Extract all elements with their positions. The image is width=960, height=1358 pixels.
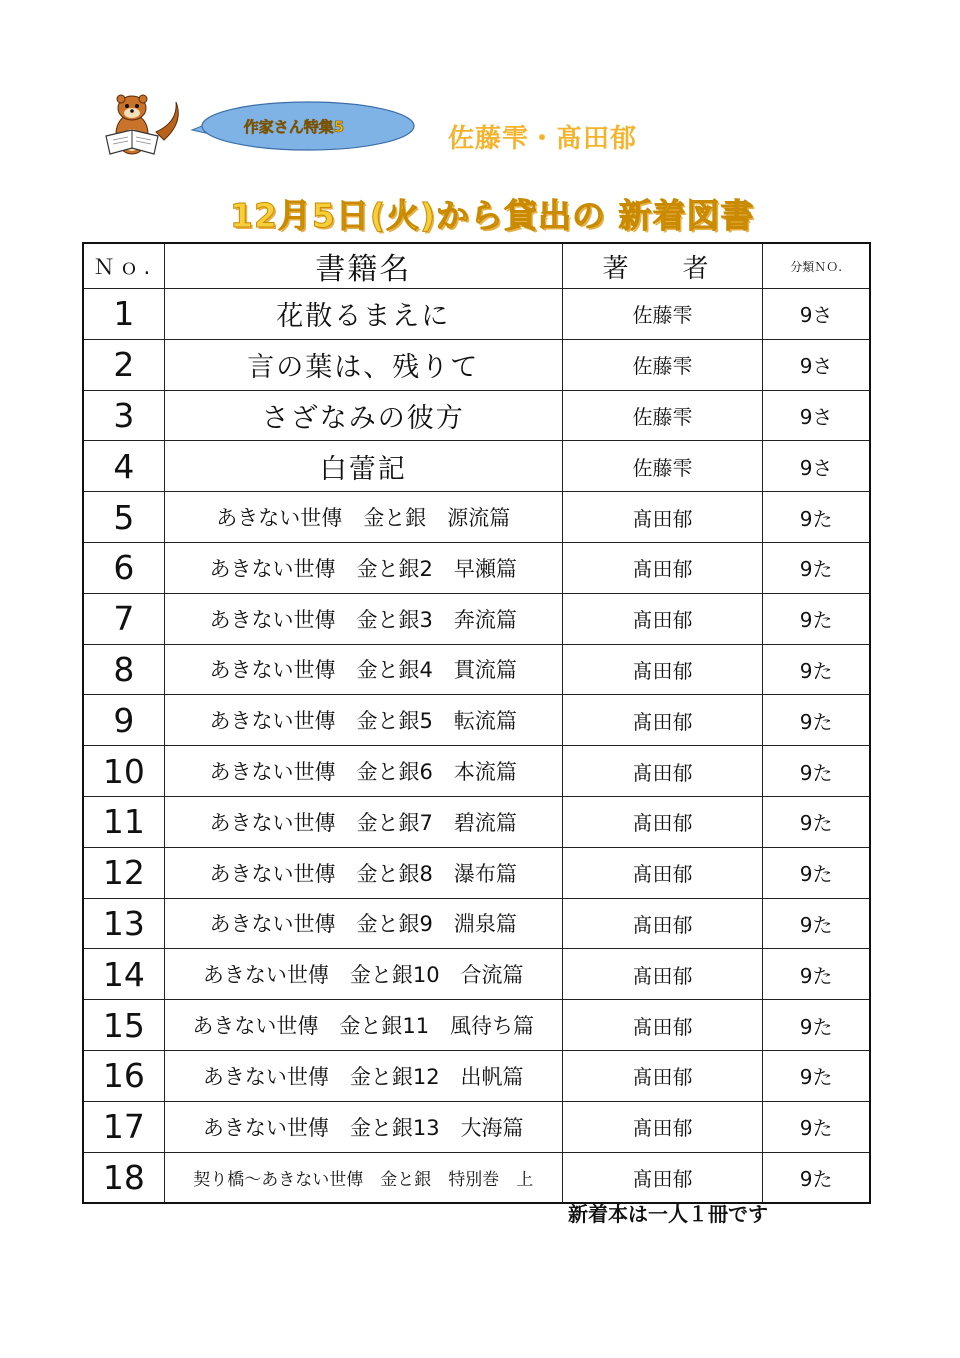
book-author: 髙田郁	[562, 898, 763, 949]
table-row	[83, 593, 870, 644]
book-classification: 9た	[763, 1050, 870, 1101]
row-number: 6	[83, 542, 164, 593]
book-title: あきない世傳 金と銀2 早瀬篇	[164, 542, 562, 593]
book-classification: 9た	[763, 1000, 870, 1051]
row-number: 9	[83, 695, 164, 746]
book-author: 髙田郁	[562, 593, 763, 644]
table-row	[83, 1152, 870, 1203]
book-author: 髙田郁	[562, 644, 763, 695]
book-title: あきない世傳 金と銀3 奔流篇	[164, 593, 562, 644]
book-classification: 9た	[763, 796, 870, 847]
table-row	[83, 847, 870, 898]
row-number: 5	[83, 492, 164, 543]
book-classification: 9た	[763, 593, 870, 644]
table-row	[83, 949, 870, 1000]
row-number: 8	[83, 644, 164, 695]
book-classification: 9た	[763, 898, 870, 949]
book-classification: 9た	[763, 949, 870, 1000]
row-number: 7	[83, 593, 164, 644]
row-number: 3	[83, 390, 164, 441]
row-number: 1	[83, 289, 164, 340]
book-title: さざなみの彼方	[164, 390, 562, 441]
table-row	[83, 441, 870, 492]
book-title: あきない世傳 金と銀5 転流篇	[164, 695, 562, 746]
book-classification: 9た	[763, 492, 870, 543]
book-author: 髙田郁	[562, 949, 763, 1000]
book-title: あきない世傳 金と銀8 瀑布篇	[164, 847, 562, 898]
row-number: 14	[83, 949, 164, 1000]
table-row	[83, 542, 870, 593]
table-row	[83, 289, 870, 340]
table-row	[83, 492, 870, 543]
book-classification: 9さ	[763, 390, 870, 441]
book-title: あきない世傳 金と銀10 合流篇	[164, 949, 562, 1000]
row-number: 10	[83, 746, 164, 797]
table-row	[83, 695, 870, 746]
book-title: あきない世傳 金と銀12 出帆篇	[164, 1050, 562, 1101]
book-title: あきない世傳 金と銀6 本流篇	[164, 746, 562, 797]
book-author: 髙田郁	[562, 1000, 763, 1051]
column-header-number: Ｎｏ.	[83, 243, 164, 289]
row-number: 17	[83, 1101, 164, 1152]
book-title: 白蕾記	[164, 441, 562, 492]
book-author: 髙田郁	[562, 492, 763, 543]
row-number: 13	[83, 898, 164, 949]
book-classification: 9た	[763, 1152, 870, 1203]
book-author: 佐藤雫	[562, 339, 763, 390]
column-header-author: 著 者	[562, 243, 763, 289]
row-number: 11	[83, 796, 164, 847]
book-title: あきない世傳 金と銀9 淵泉篇	[164, 898, 562, 949]
book-author: 佐藤雫	[562, 441, 763, 492]
borrow-limit-note: 新着本は一人１冊です	[568, 1202, 768, 1226]
table-row	[83, 1050, 870, 1101]
row-number: 12	[83, 847, 164, 898]
row-number: 15	[83, 1000, 164, 1051]
row-number: 18	[83, 1152, 164, 1203]
book-classification: 9た	[763, 695, 870, 746]
book-classification: 9さ	[763, 441, 870, 492]
book-title: あきない世傳 金と銀4 貫流篇	[164, 644, 562, 695]
table-row	[83, 1101, 870, 1152]
book-title: 花散るまえに	[164, 289, 562, 340]
book-author: 佐藤雫	[562, 390, 763, 441]
book-title: あきない世傳 金と銀13 大海篇	[164, 1101, 562, 1152]
book-author: 髙田郁	[562, 796, 763, 847]
book-author: 髙田郁	[562, 542, 763, 593]
table-header-row	[83, 243, 870, 289]
book-author: 髙田郁	[562, 1152, 763, 1203]
book-classification: 9た	[763, 847, 870, 898]
table-row	[83, 1000, 870, 1051]
book-title: あきない世傳 金と銀11 風待ち篇	[164, 1000, 562, 1051]
book-title: 言の葉は、残りて	[164, 339, 562, 390]
book-classification: 9た	[763, 644, 870, 695]
book-author: 髙田郁	[562, 746, 763, 797]
row-number: 4	[83, 441, 164, 492]
book-classification: 9た	[763, 542, 870, 593]
bubble-label: 作家さん特集5	[243, 117, 345, 136]
table-row	[83, 644, 870, 695]
table-row	[83, 390, 870, 441]
column-header-title: 書籍名	[164, 243, 562, 289]
book-author: 髙田郁	[562, 695, 763, 746]
book-classification: 9た	[763, 746, 870, 797]
book-author: 髙田郁	[562, 1101, 763, 1152]
weasel-mascot-icon	[98, 92, 188, 164]
row-number: 16	[83, 1050, 164, 1101]
column-header-classification: 分類ＮＯ.	[763, 243, 870, 289]
table-row	[83, 746, 870, 797]
table-row	[83, 339, 870, 390]
book-author: 髙田郁	[562, 847, 763, 898]
book-classification: 9さ	[763, 339, 870, 390]
page-title: 12月5日(火)から貸出の 新着図書	[230, 196, 755, 235]
book-classification: 9さ	[763, 289, 870, 340]
featured-authors: 佐藤雫・髙田郁	[448, 124, 638, 154]
book-author: 佐藤雫	[562, 289, 763, 340]
book-title: あきない世傳 金と銀 源流篇	[164, 492, 562, 543]
book-title: 契り橋～あきない世傳 金と銀 特別巻 上	[164, 1152, 562, 1203]
book-classification: 9た	[763, 1101, 870, 1152]
table-row	[83, 796, 870, 847]
new-books-table	[82, 242, 871, 1204]
table-row	[83, 898, 870, 949]
row-number: 2	[83, 339, 164, 390]
book-title: あきない世傳 金と銀7 碧流篇	[164, 796, 562, 847]
book-author: 髙田郁	[562, 1050, 763, 1101]
